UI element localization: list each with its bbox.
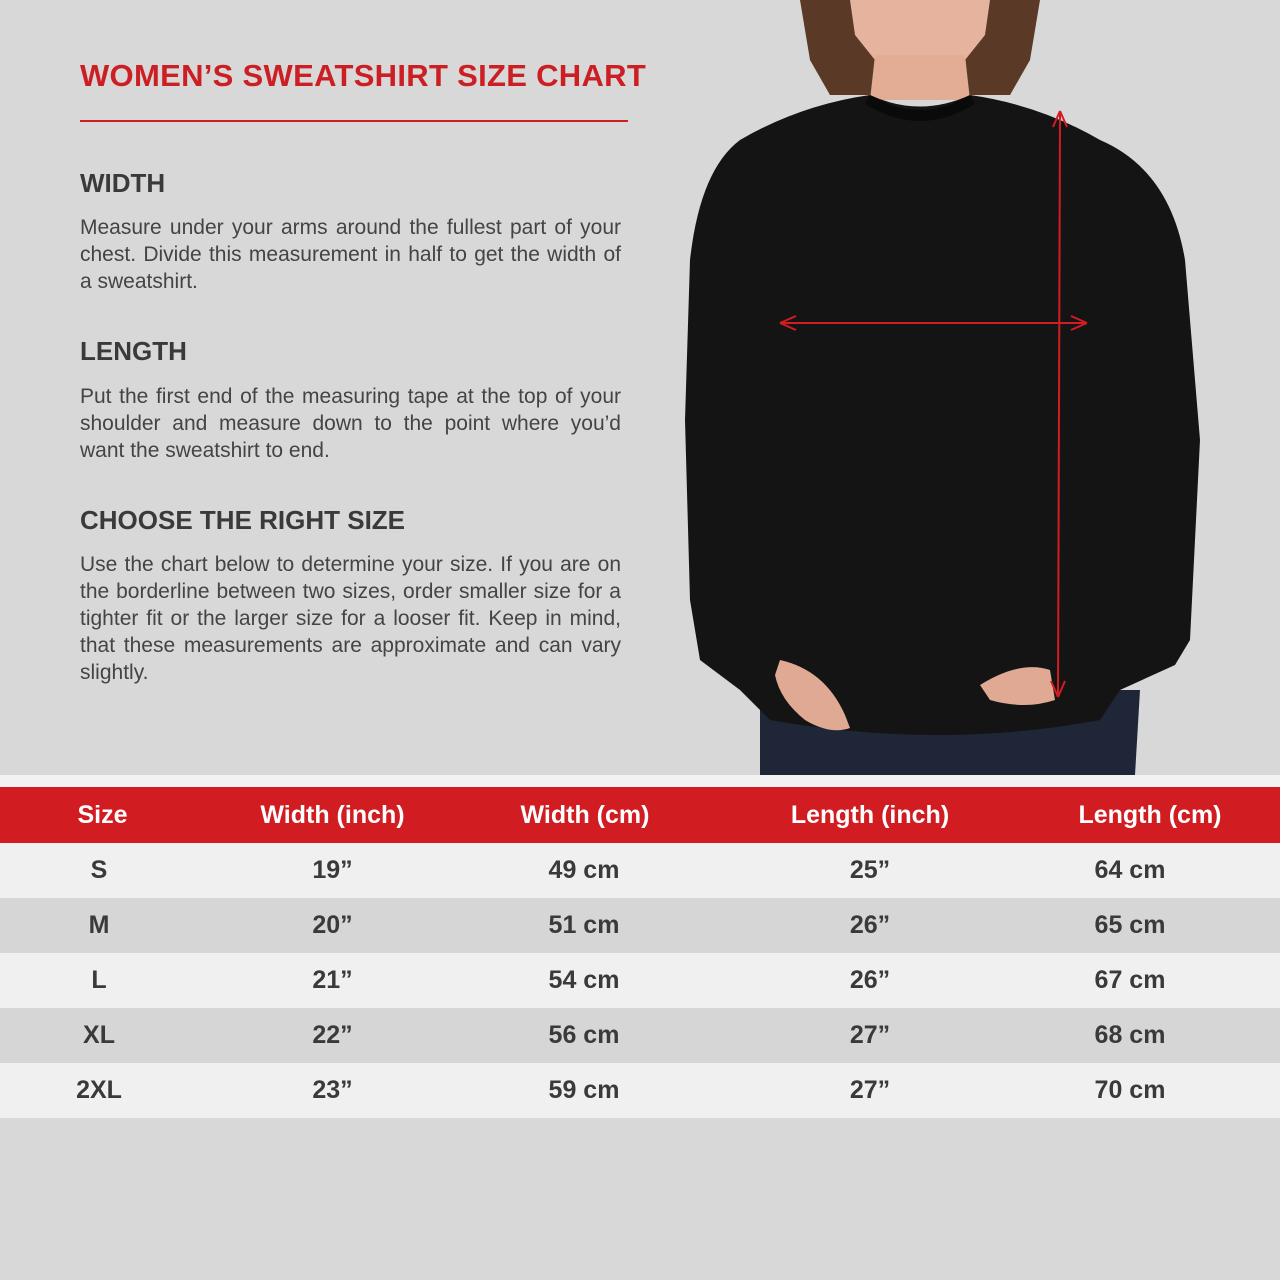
- choose-size-heading: CHOOSE THE RIGHT SIZE: [80, 505, 406, 535]
- length-inch-cell: 26”: [849, 966, 891, 994]
- width-inch-cell: 20”: [312, 911, 353, 939]
- table-header: [0, 787, 1280, 843]
- width-description: Measure under your arms around the fullest part of your chest. Divide this measurement in half to get the width of a sweatshirt.: [80, 216, 621, 293]
- length-inch-cell: 27”: [849, 1076, 891, 1104]
- size-cell: M: [88, 911, 110, 939]
- model-figure: [680, 0, 1220, 775]
- length-cm-cell: 65 cm: [1094, 911, 1166, 939]
- title-divider: [80, 120, 628, 122]
- header-width-cm: Width (cm): [520, 800, 650, 829]
- length-inch-cell: 25”: [849, 856, 891, 884]
- table-row: [0, 898, 1280, 953]
- width-inch-cell: 19”: [312, 856, 353, 884]
- page-title: WOMEN’S SWEATSHIRT SIZE CHART: [80, 58, 647, 93]
- table-divider: [0, 775, 1280, 787]
- size-table: [0, 775, 1280, 1280]
- length-inch-cell: 27”: [849, 1021, 891, 1049]
- width-cm-cell: 56 cm: [548, 1021, 620, 1049]
- width-cm-cell: 49 cm: [548, 856, 620, 884]
- length-cm-cell: 70 cm: [1094, 1076, 1166, 1104]
- width-cm-cell: 54 cm: [548, 966, 620, 994]
- length-cm-cell: 67 cm: [1094, 966, 1166, 994]
- width-cm-cell: 59 cm: [548, 1076, 620, 1104]
- table-row: [0, 1008, 1280, 1063]
- width-heading: WIDTH: [80, 168, 166, 198]
- choose-size-description: Use the chart below to determine your size. If you are on the borderline between two sizes, order smaller size for a tighter fit or the larger size for a looser fit. Keep in mind, that these measurements are approximate and can vary slightly.: [80, 553, 621, 684]
- header-size: Size: [77, 800, 128, 829]
- length-cm-cell: 68 cm: [1094, 1021, 1166, 1049]
- width-inch-cell: 22”: [312, 1021, 353, 1049]
- width-cm-cell: 51 cm: [548, 911, 620, 939]
- sweatshirt-illustration: [680, 0, 1220, 775]
- size-cell: L: [91, 966, 107, 994]
- width-inch-cell: 21”: [312, 966, 353, 994]
- size-cell: XL: [83, 1021, 115, 1049]
- table-row: [0, 1063, 1280, 1118]
- length-description: Put the first end of the measuring tape at the top of your shoulder and measure down to the point where you’d want the sweatshirt to end.: [80, 385, 621, 462]
- length-heading: LENGTH: [80, 336, 187, 366]
- length-inch-cell: 26”: [849, 911, 891, 939]
- table-row: [0, 843, 1280, 898]
- size-cell: 2XL: [76, 1076, 122, 1104]
- header-length-inch: Length (inch): [790, 800, 950, 829]
- length-cm-cell: 64 cm: [1094, 856, 1166, 884]
- header-length-cm: Length (cm): [1078, 800, 1222, 829]
- width-inch-cell: 23”: [312, 1076, 353, 1104]
- size-cell: S: [90, 856, 108, 884]
- table-row: [0, 953, 1280, 1008]
- header-width-inch: Width (inch): [260, 800, 405, 829]
